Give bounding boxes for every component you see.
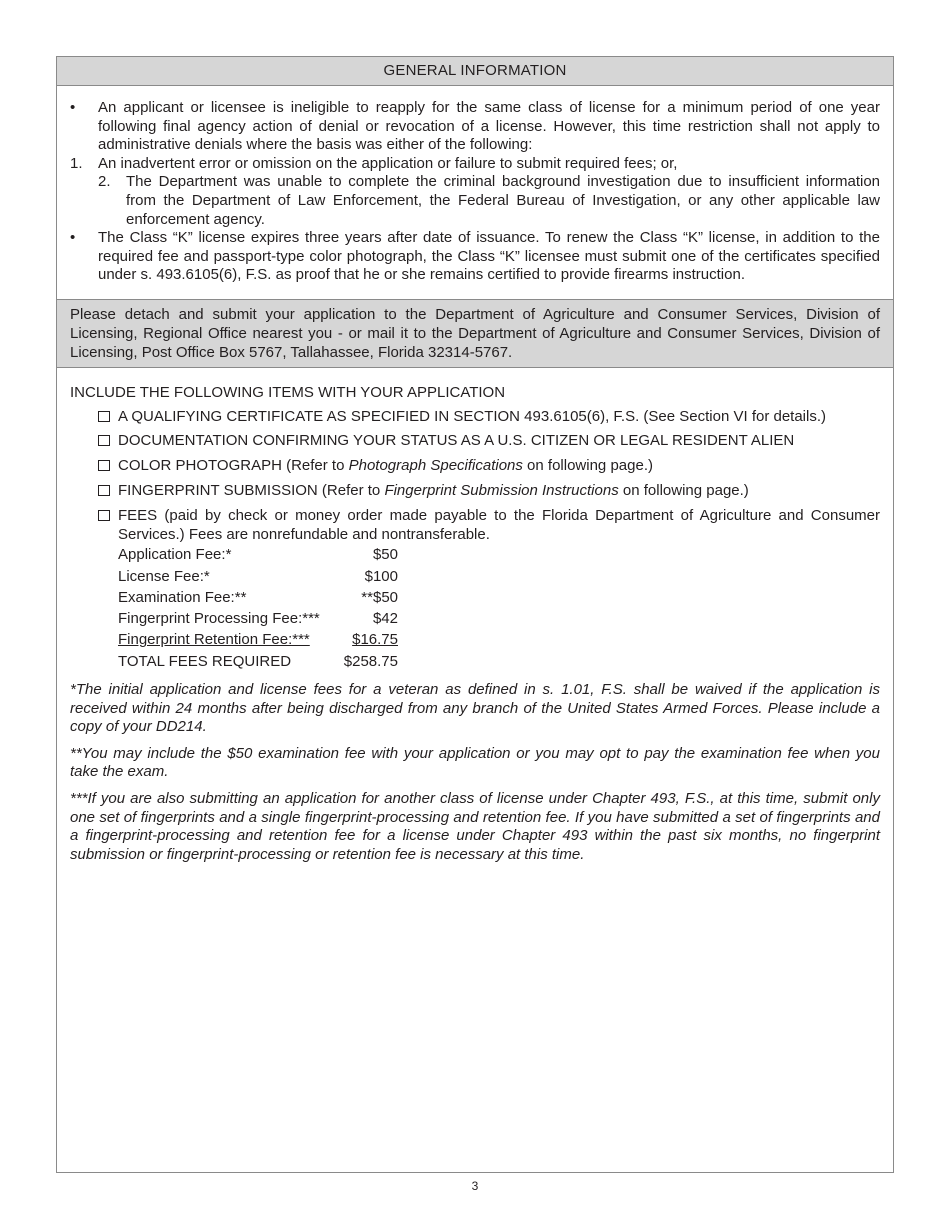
section-header [57,57,893,86]
fee-row [118,610,398,631]
sub-item-2 [70,173,880,229]
footnote-fingerprint: ***If you are also submitting an application for another class of license under Chapter 493, F.S., at this time, submit only one set of fingerprints and a single fingerprint-processing and retention fee. If you have submitted a set of fingerprints and a fingerprint-processing and retention fee for a license under Chapter 493 within the past six months, no fingerprint submission or fingerprint-processing or retention fee is necessary at this time. [70,790,880,863]
fee-label: License Fee:* [118,567,210,585]
page-number: 3 [471,1179,479,1193]
checklist-item-text: COLOR PHOTOGRAPH (Refer to [118,457,349,475]
fee-table [118,546,398,674]
sub-item-number: 1. [70,154,83,172]
section-title: GENERAL INFORMATION [383,62,567,79]
fee-label: Fingerprint Retention Fee:*** [118,631,310,649]
checkbox[interactable] [98,435,110,446]
checklist-item-text: A QUALIFYING CERTIFICATE AS SPECIFIED IN SECTION 493.6105(6), F.S. (See Section VI for details.) [118,407,827,425]
general-info-section [57,86,893,299]
fee-total-amount: $258.75 [343,652,398,670]
checkbox[interactable] [98,485,110,496]
fee-label: Fingerprint Processing Fee:*** [118,610,320,628]
footnote-exam-fee: **You may include the $50 examination fee with your application or you may opt to pay the examination fee when you take the exam. [70,744,880,781]
checklist-item-text: on following page.) [618,482,749,500]
checklist-item-text: FEES (paid by check or money order made payable to the Florida Department of Agriculture and Consumer Services.) Fees are nonrefundable and nontransferable. [118,507,880,543]
required-items-section [57,368,893,864]
bullet-icon: • [70,99,76,116]
checklist-item-reference: Fingerprint Submission Instructions [384,482,619,500]
fee-row [118,631,398,652]
checkbox[interactable] [98,510,110,521]
fee-row [118,546,398,567]
sub-item-number: 2. [98,173,111,191]
fee-amount: $16.75 [352,631,398,649]
checklist-item-reference: Photograph Specifications [348,457,523,475]
checklist-item-fingerprint [70,482,880,501]
info-bullet-renewal [70,229,880,285]
checklist-item-text: DOCUMENTATION CONFIRMING YOUR STATUS AS A U.S. CITIZEN OR LEGAL RESIDENT ALIEN [118,432,795,450]
checklist-item-photograph [70,457,880,476]
fee-amount: $42 [372,610,398,628]
submission-notice [57,299,893,368]
fee-label: Examination Fee:** [118,588,247,606]
checkbox[interactable] [98,411,110,422]
info-bullet-reapply [70,99,880,155]
checklist-item-citizenship [70,432,880,451]
info-bullet-text: The Class “K” license expires three years after date of issuance. To renew the Class “K” license, in addition to the required fee and passport-type color photograph, the Class “K” licensee must submit one of the certificates specified under s. 493.6105(6), F.S. as proof that he or she remains certified to provide firearms instruction. [98,229,880,284]
fee-row [118,589,398,610]
required-items-title: INCLUDE THE FOLLOWING ITEMS WITH YOUR APPLICATION [70,383,506,401]
fee-total-label: TOTAL FEES REQUIRED [118,652,292,670]
checkbox[interactable] [98,460,110,471]
fee-total-row [118,653,398,674]
sub-item-text: The Department was unable to complete the criminal background investigation due to insufficient information from the Department of Law Enforcement, the Federal Bureau of Investigation, or any other applicable law enforcement agency. [126,173,880,228]
info-bullet-text: An applicant or licensee is ineligible to reapply for the same class of license for a minimum period of one year following final agency action of denial or revocation of a license. However, this time restriction shall not apply to administrative denials where the basis was either of the following: [98,99,880,154]
fee-amount: **$50 [361,588,398,606]
checklist-item-text: on following page.) [522,457,653,475]
sub-item-text: An inadvertent error or omission on the application or failure to submit required fees; or, [98,154,678,172]
fee-amount: $100 [364,567,398,585]
fee-row [118,568,398,589]
sub-item-1 [70,155,880,174]
bullet-icon: • [70,229,76,247]
checklist-item-certificate [70,408,880,427]
fee-amount: $50 [372,546,398,564]
checklist-item-fees [70,507,880,544]
submission-notice-text: Please detach and submit your application to the Department of Agriculture and Consumer Services, Division of Licensing, Regional Office nearest you - or mail it to the Department of Agriculture and Consumer Services, Division of Licensing, Post Office Box 5767, Tallahassee, Florida 32314-5767. [70,305,880,361]
checklist-item-text: FINGERPRINT SUBMISSION (Refer to [118,482,385,500]
footnote-veteran: *The initial application and license fees for a veteran as defined in s. 1.01, F.S. shall be waived if the application is received within 24 months after being discharged from any branch of the United States Armed Forces. Please include a copy of your DD214. [70,681,880,736]
form-page-frame [56,56,894,1173]
fee-label: Application Fee:* [118,546,232,564]
